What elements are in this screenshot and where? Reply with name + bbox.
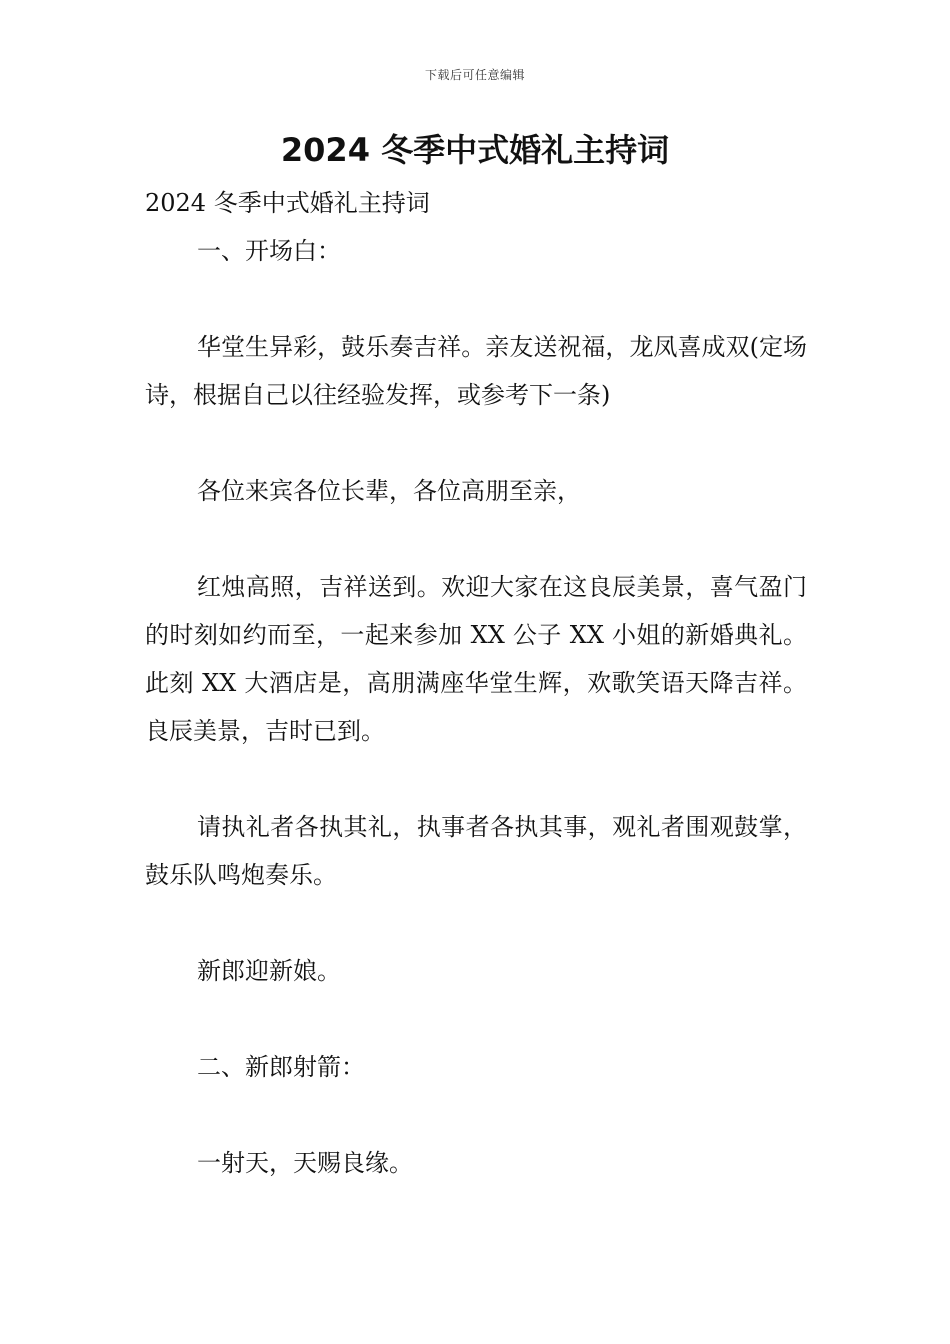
document-subtitle: 2024 冬季中式婚礼主持词 xyxy=(145,189,430,217)
paragraph-greeting: 各位来宾各位长辈，各位高朋至亲， xyxy=(197,477,581,505)
document-body xyxy=(145,179,807,1187)
paragraph-spacer xyxy=(145,995,807,1043)
paragraph-welcome: 红烛高照，吉祥送到。欢迎大家在这良辰美景，喜气盈门的时刻如约而至，一起来参加 XX 公子 XX 小姐的新婚典礼。此刻 XX 大酒店是，高朋满座华堂生辉，欢歌笑语天降吉祥。良辰美景，吉时已到。 xyxy=(145,573,807,745)
paragraph-spacer xyxy=(145,419,807,467)
paragraph-spacer xyxy=(145,515,807,563)
paragraph-spacer xyxy=(145,755,807,803)
paragraph-spacer xyxy=(145,275,807,323)
paragraph-opening-poem: 华堂生异彩，鼓乐奏吉祥。亲友送祝福，龙凤喜成双(定场诗，根据自己以往经验发挥，或参考下一条) xyxy=(145,333,807,409)
header-note: 下载后可任意编辑 xyxy=(424,68,525,82)
section-heading-archery: 二、新郎射箭： xyxy=(197,1053,365,1081)
paragraph-spacer xyxy=(145,1091,807,1139)
document-title: 2024 冬季中式婚礼主持词 xyxy=(280,131,670,169)
paragraph-first-arrow: 一射天，天赐良缘。 xyxy=(197,1149,413,1177)
paragraph-ceremony-start: 请执礼者各执其礼，执事者各执其事，观礼者围观鼓掌，鼓乐队鸣炮奏乐。 xyxy=(145,813,807,889)
paragraph-spacer xyxy=(145,899,807,947)
section-heading-opening: 一、开场白： xyxy=(197,237,341,265)
paragraph-groom-meets-bride: 新郎迎新娘。 xyxy=(197,957,341,985)
